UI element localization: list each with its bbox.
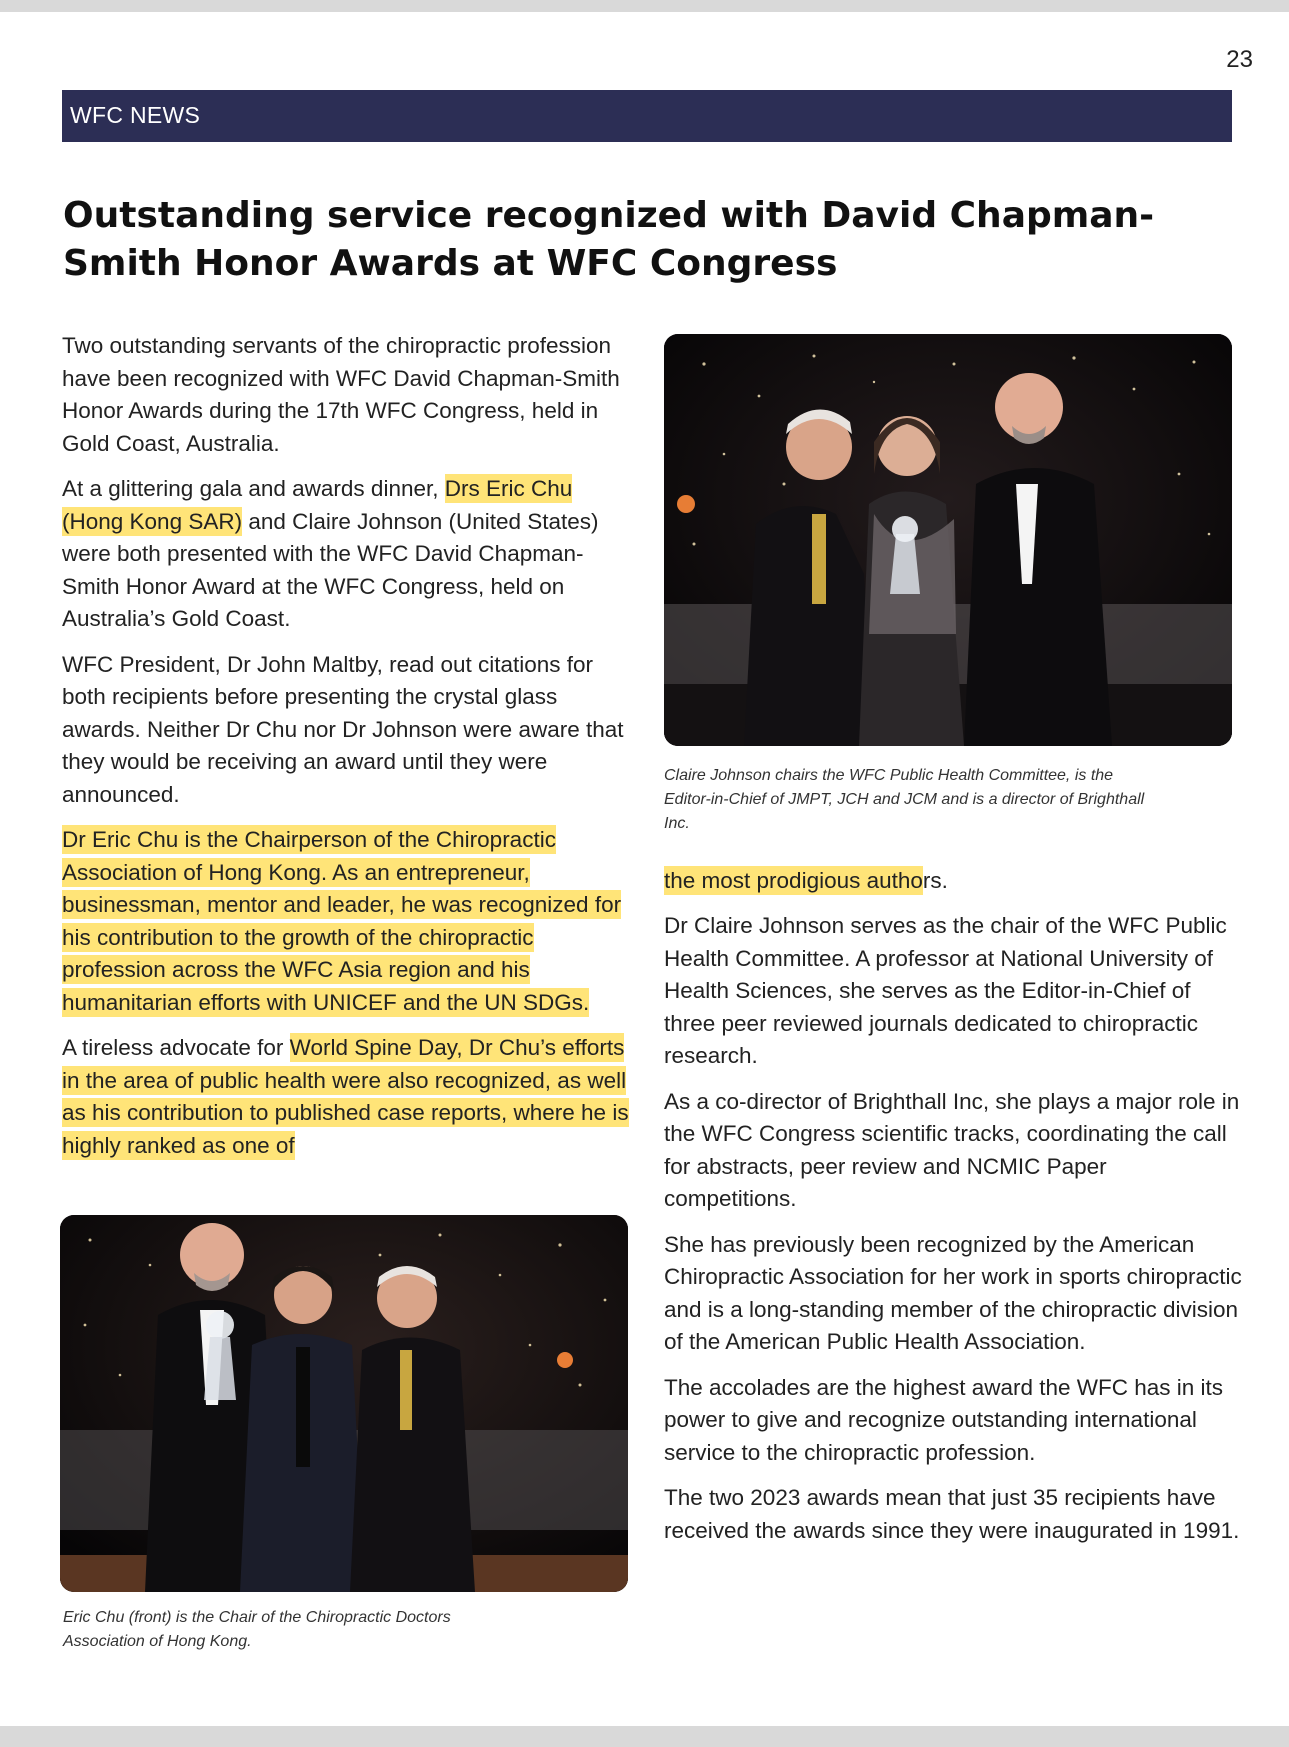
paragraph-claire-johnson: Dr Claire Johnson serves as the chair of the WFC Public Health Committee. A professor at National University of Health Sciences, she serves as the Editor-in-Chief of three peer reviewed journals dedicated to chiropractic research. <box>664 913 1227 1068</box>
paragraph-brighthall: As a co-director of Brighthall Inc, she plays a major role in the WFC Congress scientific tracks, coordinating the call for abstracts, peer review and NCMIC Paper competitions. <box>664 1088 1240 1211</box>
highlight-world-spine-day: World Spine Day, Dr Chu’s efforts in the area of public health were also recognized, as well as his contribution to published case reports, where he is highly ranked as one of <box>62 1035 629 1158</box>
paragraph-gala: At a glittering gala and awards dinner, Drs Eric Chu (Hong Kong SAR) and Claire Johnson (United States) were both presented with the WFC David Chapman-Smith Honor Award at the WFC Congress, held on Australia’s Gold Coast. <box>62 476 599 631</box>
photo-caption-claire-johnson: Claire Johnson chairs the WFC Public Health Committee, is the Editor-in-Chief of JMPT, JCH and JCM and is a director of Brighthall Inc. <box>664 767 1145 832</box>
highlight-prodigious-authors: the most prodigious autho <box>664 868 923 893</box>
section-banner <box>62 90 1232 142</box>
award-photo-eric-chu <box>60 1215 628 1592</box>
highlight-eric-chu-bio: Dr Eric Chu is the Chairperson of the Chiropractic Association of Hong Kong. As an entrepreneur, businessman, mentor and leader, he was recognized for his contribution to the growth of the chiropractic profession across the WFC Asia region and his humanitarian efforts with UNICEF and the UN SDGs. <box>62 827 622 1015</box>
paragraph-accolades: The accolades are the highest award the WFC has in its power to give and recognize outstanding international service to the chiropractic profession. <box>664 1374 1224 1465</box>
article-headline: Outstanding service recognized with David Chapman-Smith Honor Awards at WFC Congress <box>63 195 1155 284</box>
paragraph-aca: She has previously been recognized by the American Chiropractic Association for her work in sports chiropractic and is a long-standing member of the chiropractic division of the American Public Health Association. <box>664 1231 1242 1354</box>
page-number: 23 <box>1226 46 1253 73</box>
article-column-right-continuation <box>664 865 1244 911</box>
paragraph-advocate-continued: the most prodigious authors. <box>664 868 948 893</box>
photo-caption-eric-chu: Eric Chu (front) is the Chair of the Chiropractic Doctors Association of Hong Kong. <box>63 1609 451 1650</box>
highlight-drs-eric-chu: Drs Eric Chu (Hong Kong SAR) <box>62 476 573 534</box>
paragraph-president: WFC President, Dr John Maltby, read out citations for both recipients before presenting the crystal glass awards. Neither Dr Chu nor Dr Johnson were aware that they would be receiving an award until they were announced. <box>62 651 624 807</box>
magazine-page <box>0 12 1289 1726</box>
photo-illustration <box>664 334 1232 746</box>
paragraph-advocate: A tireless advocate for World Spine Day, Dr Chu’s efforts in the area of public health were also recognized, as well as his contribution to published case reports, where he is highly ranked as one of <box>62 1035 629 1158</box>
article-column-left <box>62 330 634 1175</box>
paragraph-recipients: The two 2023 awards mean that just 35 recipients have received the awards since they were inaugurated in 1991. <box>664 1485 1240 1543</box>
photo-illustration <box>60 1215 628 1592</box>
award-photo-claire-johnson <box>664 334 1232 746</box>
section-banner-label: WFC NEWS <box>70 102 201 128</box>
paragraph-intro: Two outstanding servants of the chiropractic profession have been recognized with WFC David Chapman-Smith Honor Awards during the 17th WFC Congress, held in Gold Coast, Australia. <box>62 333 620 456</box>
article-column-right <box>664 910 1244 1560</box>
paragraph-eric-chu <box>62 824 634 1019</box>
